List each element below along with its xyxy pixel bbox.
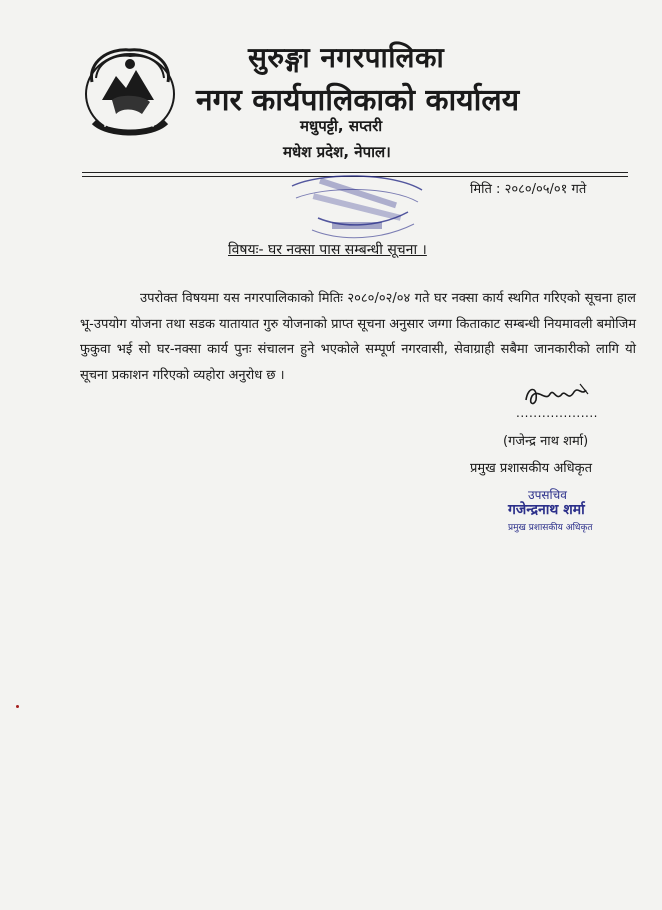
org-name: सुरुङ्गा नगरपालिका: [248, 41, 445, 74]
seal-title: प्रमुख प्रशासकीय अधिकृत: [508, 523, 593, 533]
paper-speck: [16, 705, 19, 708]
seal-designation: उपसचिव: [528, 488, 567, 502]
letter-date: मिति : २०८०/०५/०१ गते: [470, 182, 587, 197]
body-paragraph: उपरोक्त विषयमा यस नगरपालिकाको मितिः २०८०/०२/०४ गते घर नक्सा कार्य स्थगित गरिएको सूचना हाल भू-उपयोग योजना तथा सडक यातायात गुरु योजनाको प्राप्त सूचना अनुसार जग्गा किताकाट सम्बन्धी नियमावली बमोजिम फुकुवा भई सो घर-नक्सा कार्य पुनः संचालन हुने भएकोले सम्पूर्ण नगरवासी, सेवाग्राही सबैमा जानकारीको लागि यो सूचना प्रकाशन गरिएको व्यहोरा अनुरोध छ ।: [80, 291, 636, 383]
office-name: नगर कार्यपालिकाको कार्यालय: [196, 83, 520, 118]
signatory-title: प्रमुख प्रशासकीय अधिकृत: [470, 461, 593, 476]
signatory-name: (गजेन्द्र नाथ शर्मा): [503, 434, 589, 449]
letter-body: [80, 286, 636, 388]
signature-line: ...................: [516, 406, 598, 420]
address-line-2: मधेश प्रदेश, नेपाल।: [283, 143, 391, 161]
subject-line: विषयः- घर नक्सा पास सम्बन्धी सूचना ।: [228, 242, 427, 258]
office-stamp-icon: [282, 168, 432, 248]
seal-name: गजेन्द्रनाथ शर्मा: [508, 502, 585, 518]
address-line-1: मधुपट्टी, सप्तरी: [300, 117, 383, 135]
nepal-emblem-icon: [78, 42, 182, 142]
